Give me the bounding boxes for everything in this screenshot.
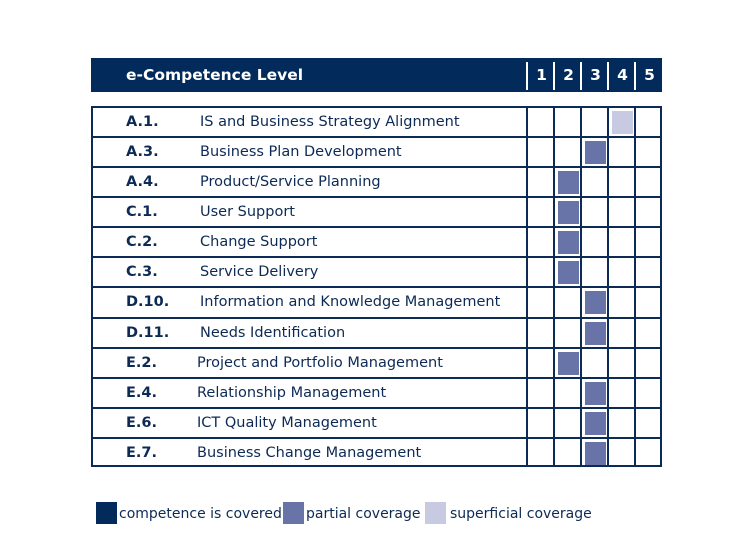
legend-swatch [425,502,446,524]
header-title: e-Competence Level [126,66,304,84]
legend-swatch [283,502,304,524]
legend-swatch [96,502,117,524]
competence-code: A.3. [126,144,159,161]
competence-name: Service Delivery [200,264,319,281]
level-header-3: 3 [590,66,601,84]
level-cell-2 [555,378,582,408]
level-cell-5 [636,167,663,197]
table-row [91,286,662,316]
level-cell-1 [528,408,555,438]
level-cell-1 [528,378,555,408]
partial-coverage-marker [558,231,579,254]
grid-line [91,286,662,288]
competence-name: ICT Quality Management [197,414,377,431]
grid-line [91,347,662,349]
level-header-2: 2 [563,66,574,84]
grid-line [607,106,609,467]
grid-line [91,437,662,439]
level-cell-4 [609,107,636,137]
level-cell-3 [582,197,609,227]
table-row [91,226,662,256]
level-cell-5 [636,348,663,378]
level-cell-4 [609,438,636,468]
partial-coverage-marker [558,352,579,375]
table-row [91,106,662,136]
competence-name: Relationship Management [197,384,387,401]
table-row [91,377,662,407]
level-cell-3 [582,438,609,468]
legend-label: competence is covered [119,506,282,522]
grid-line [580,106,582,467]
grid-line [91,196,662,198]
competence-name: IS and Business Strategy Alignment [200,114,460,130]
level-cell-3 [582,167,609,197]
level-cell-3 [582,408,609,438]
grid-line [553,106,555,467]
level-cell-1 [528,257,555,287]
competence-name: Business Change Management [197,444,422,461]
competence-table [91,106,662,467]
grid-line [91,106,93,467]
level-cell-2 [555,257,582,287]
grid-line [91,106,662,108]
level-cell-4 [609,318,636,348]
partial-coverage-marker [558,201,579,224]
competence-code: D.11. [126,324,170,341]
partial-coverage-marker [558,261,579,284]
competence-code: C.2. [126,234,158,251]
level-cell-2 [555,227,582,257]
superficial-coverage-marker [612,111,633,134]
competence-name: Needs Identification [200,324,346,341]
competence-code: D.10. [126,294,170,311]
level-cell-3 [582,257,609,287]
level-cell-3 [582,378,609,408]
level-cell-2 [555,438,582,468]
competence-name: User Support [200,204,295,221]
level-cell-2 [555,167,582,197]
level-cell-5 [636,408,663,438]
level-cell-4 [609,257,636,287]
table-row [91,166,662,196]
table-row [91,347,662,377]
level-cell-5 [636,287,663,317]
level-cell-2 [555,348,582,378]
table-row [91,437,662,467]
level-cell-3 [582,107,609,137]
grid-line [91,166,662,168]
level-cell-2 [555,318,582,348]
grid-line [91,226,662,228]
partial-coverage-marker [585,141,606,164]
table-row [91,196,662,226]
grid-line [526,106,528,467]
competence-name: Project and Portfolio Management [197,354,443,371]
partial-coverage-marker [585,412,606,435]
competence-code: E.4. [126,384,158,401]
competence-code: C.3. [126,264,158,281]
level-cell-5 [636,227,663,257]
competence-code: A.1. [126,114,159,130]
level-cell-4 [609,197,636,227]
partial-coverage-marker [585,322,606,345]
level-cell-2 [555,197,582,227]
level-cell-2 [555,287,582,317]
competence-name: Information and Knowledge Management [200,294,501,311]
level-cell-1 [528,197,555,227]
legend-label: superficial coverage [450,506,592,522]
level-cell-3 [582,137,609,167]
grid-line [91,317,662,319]
level-header-4: 4 [617,66,628,84]
level-cell-3 [582,227,609,257]
level-cell-1 [528,137,555,167]
level-cell-2 [555,137,582,167]
partial-coverage-marker [585,442,606,465]
level-cell-2 [555,107,582,137]
level-cell-1 [528,107,555,137]
table-row [91,136,662,166]
competence-code: E.2. [126,354,158,371]
level-header-5: 5 [644,66,655,84]
level-cell-5 [636,137,663,167]
grid-line [660,106,662,467]
grid-line [91,377,662,379]
table-row [91,407,662,437]
level-cell-3 [582,287,609,317]
competence-name: Business Plan Development [200,144,402,161]
partial-coverage-marker [585,382,606,405]
level-cell-1 [528,438,555,468]
grid-line [634,106,636,467]
level-cell-1 [528,287,555,317]
level-cell-1 [528,227,555,257]
level-cell-5 [636,107,663,137]
partial-coverage-marker [585,291,606,314]
grid-line [91,407,662,409]
level-cell-4 [609,378,636,408]
level-cell-1 [528,167,555,197]
competence-name: Product/Service Planning [200,174,381,191]
level-cell-5 [636,378,663,408]
competence-code: A.4. [126,174,159,191]
level-header-1: 1 [536,66,547,84]
level-cell-4 [609,408,636,438]
legend-label: partial coverage [306,506,421,522]
grid-line [91,136,662,138]
level-cell-3 [582,348,609,378]
level-cell-4 [609,137,636,167]
level-cell-5 [636,438,663,468]
competence-code: C.1. [126,204,158,221]
table-row [91,256,662,286]
table-row [91,317,662,347]
level-cell-4 [609,348,636,378]
grid-line [91,256,662,258]
competence-name: Change Support [200,234,318,251]
level-cell-4 [609,227,636,257]
competence-code: E.7. [126,444,158,461]
level-cell-5 [636,197,663,227]
level-cell-5 [636,257,663,287]
competence-code: E.6. [126,414,158,431]
grid-line [91,465,662,467]
table-header [91,58,662,92]
level-cell-5 [636,318,663,348]
level-cell-1 [528,318,555,348]
level-cell-4 [609,287,636,317]
level-cell-3 [582,318,609,348]
level-cell-4 [609,167,636,197]
level-cell-1 [528,348,555,378]
partial-coverage-marker [558,171,579,194]
level-cell-2 [555,408,582,438]
